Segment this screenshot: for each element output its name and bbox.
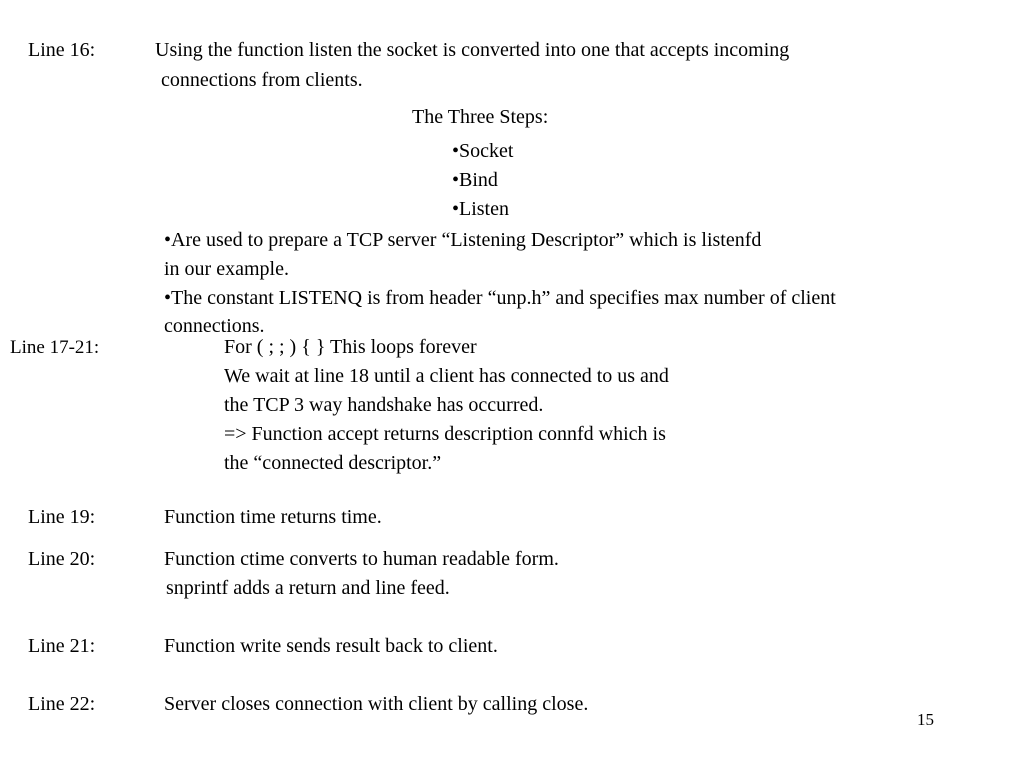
step-item-socket: •Socket: [452, 140, 514, 162]
line20-text-2: snprintf adds a return and line feed.: [166, 577, 450, 599]
page-number: 15: [917, 710, 934, 729]
note2-line1: •The constant LISTENQ is from header “unp.h” and specifies max number of client: [164, 287, 836, 309]
step-item-listen: •Listen: [452, 198, 509, 220]
line19-label: Line 19:: [28, 506, 96, 528]
note1-line2: in our example.: [164, 258, 289, 280]
line17-21-text-2: We wait at line 18 until a client has connected to us and: [224, 365, 669, 387]
line21-text: Function write sends result back to client.: [164, 635, 498, 657]
line22-text: Server closes connection with client by calling close.: [164, 693, 589, 715]
line21-label: Line 21:: [28, 635, 96, 657]
line20-text-1: Function ctime converts to human readable form.: [164, 548, 559, 570]
line16-text-2: connections from clients.: [161, 69, 363, 91]
line20-label: Line 20:: [28, 548, 96, 570]
line16-text-1: Using the function listen the socket is converted into one that accepts incoming: [155, 39, 790, 61]
line16-label: Line 16:: [28, 39, 96, 61]
line17-21-text-3: the TCP 3 way handshake has occurred.: [224, 394, 544, 416]
line17-21-text-4: => Function accept returns description connfd which is: [224, 423, 666, 445]
line17-21-label: Line 17-21:: [10, 337, 100, 358]
line19-text: Function time returns time.: [164, 506, 382, 528]
note2-line2: connections.: [164, 315, 265, 337]
step-item-bind: •Bind: [452, 169, 498, 191]
line22-label: Line 22:: [28, 693, 96, 715]
note1-line1: •Are used to prepare a TCP server “Listening Descriptor” which is listenfd: [164, 229, 762, 251]
three-steps-heading: The Three Steps:: [412, 106, 549, 128]
line17-21-text-1: For ( ; ; ) { } This loops forever: [224, 336, 477, 358]
line17-21-text-5: the “connected descriptor.”: [224, 452, 442, 474]
